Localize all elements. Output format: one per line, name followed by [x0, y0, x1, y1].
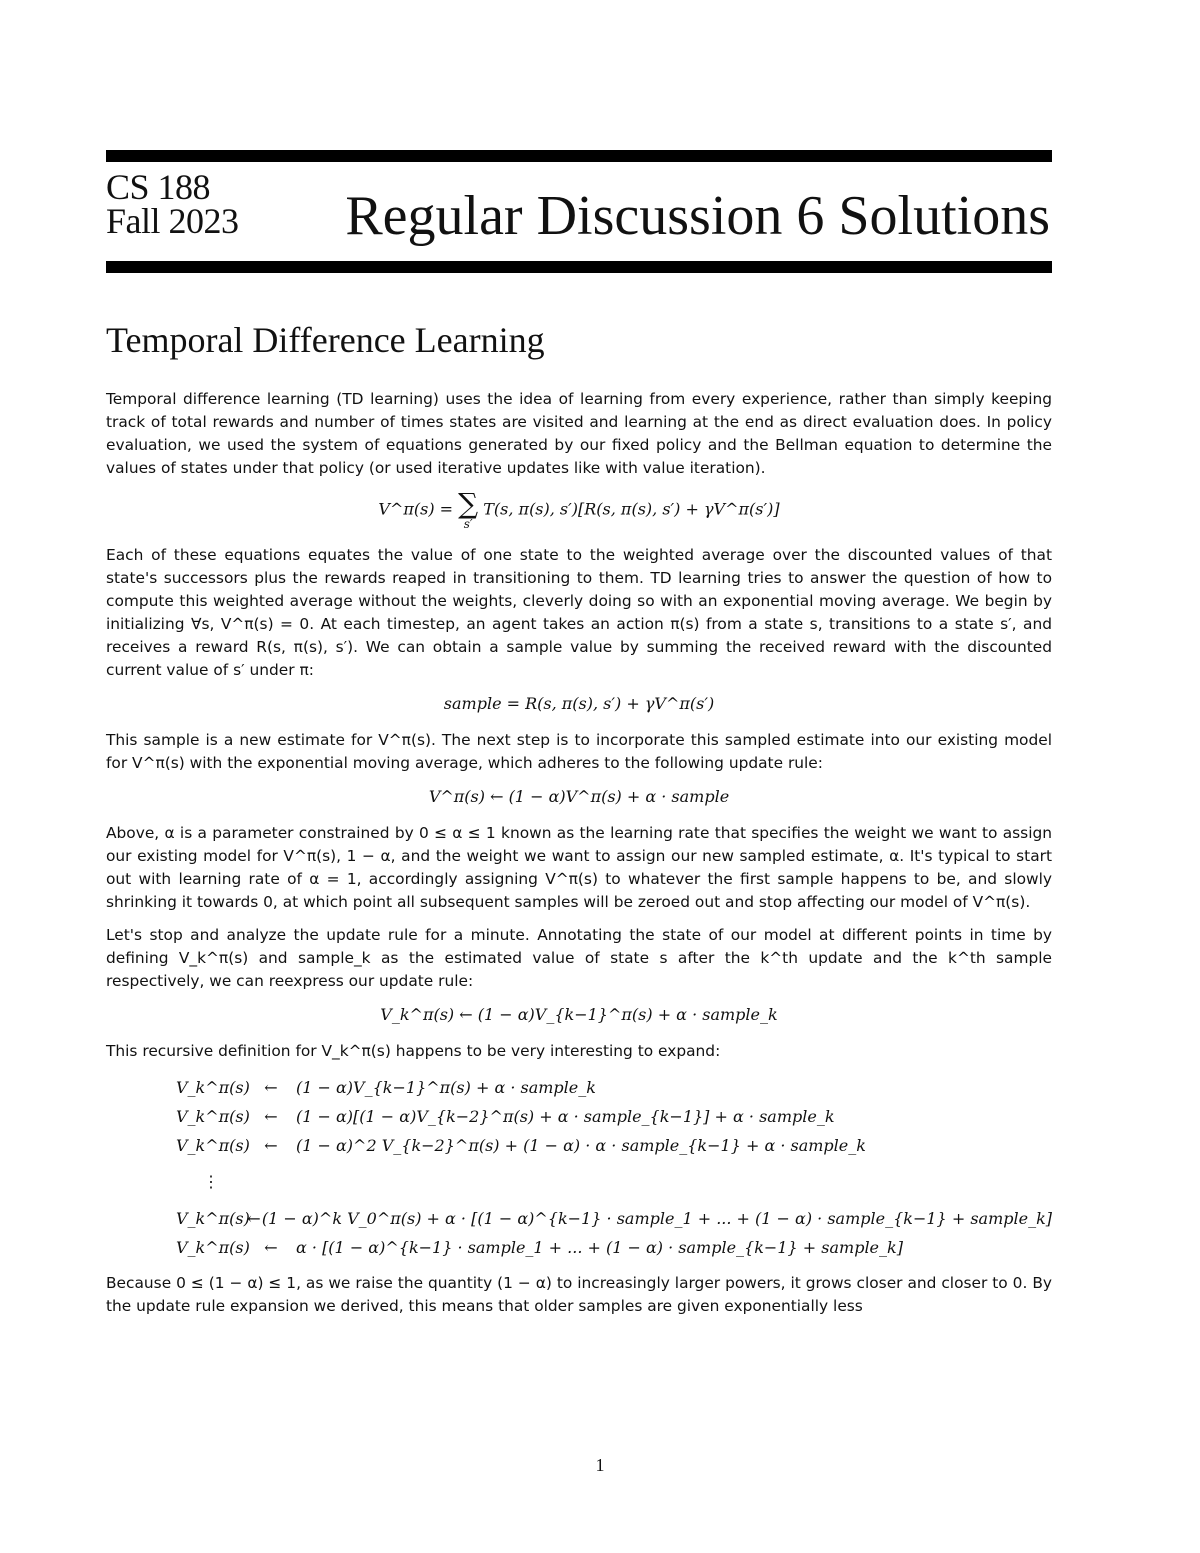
summation [458, 487, 479, 531]
expansion-lhs: V_k^π(s) [176, 1078, 250, 1097]
eq1-lhs: V^π(s) = [378, 499, 454, 519]
paragraph-intro: Temporal difference learning (TD learning) uses the idea of learning from every experience, rather than simply keeping track of total rewards and number of times states are visited and learning at the end as direct evaluation does. In policy evaluation, we used the system of equations generated by our fixed policy and the Bellman equation to determine the values of states under that policy (or used iterative updates like with value iteration). [106, 390, 1052, 477]
expansion-ellipsis-row [176, 1160, 1052, 1204]
expansion-rhs: α · [(1 − α)^{k−1} · sample_1 + ... + (1 − α) · sample_{k−1} + sample_k] [296, 1238, 903, 1257]
header-rule-bottom [106, 261, 1052, 273]
expansion-lhs: V_k^π(s) [176, 1209, 250, 1228]
sample-equation: sample = R(s, π(s), s′) + γV^π(s′) [443, 694, 715, 713]
document-title: Regular Discussion 6 Solutions [345, 185, 1050, 247]
assign-arrow: ← [247, 1209, 261, 1228]
expansion-row [176, 1204, 1052, 1233]
paragraph-sample: This sample is a new estimate for V^π(s). The next step is to incorporate this sampled estimate into our existing model for V^π(s) with the exponential moving average, which adheres to the following update rule: [106, 731, 1052, 772]
expansion-row [176, 1233, 1052, 1262]
expansion-lhs: V_k^π(s) [176, 1238, 250, 1257]
expansion-rhs: (1 − α)V_{k−1}^π(s) + α · sample_k [296, 1078, 596, 1097]
document-body [106, 388, 1052, 1328]
expansion-rhs: (1 − α)[(1 − α)V_{k−2}^π(s) + α · sample_{k−1}] + α · sample_k [296, 1107, 835, 1126]
bellman-equation [106, 487, 1052, 531]
summation-symbol: ∑ [458, 487, 479, 520]
course-code: CS 188 [106, 167, 211, 207]
expansion-row [176, 1131, 1052, 1160]
expansion-lhs: V_k^π(s) [176, 1136, 250, 1155]
assign-arrow: ← [264, 1078, 278, 1097]
paragraph-recursive: This recursive definition for V_k^π(s) happens to be very interesting to expand: [106, 1042, 721, 1060]
page-number: 1 [595, 1455, 605, 1475]
expansion-block [176, 1073, 1052, 1262]
update-rule-equation: V^π(s) ← (1 − α)V^π(s) + α · sample [428, 787, 730, 806]
header-rule-top [106, 150, 1052, 162]
eq1-rhs: T(s, π(s), s′)[R(s, π(s), s′) + γV^π(s′)] [483, 499, 780, 519]
section-title: Temporal Difference Learning [106, 320, 545, 360]
expansion-row [176, 1073, 1052, 1102]
assign-arrow: ← [264, 1136, 278, 1155]
paragraph-analysis: Let's stop and analyze the update rule for a minute. Annotating the state of our model at different points in time by defining V_k^π(s) and sample_k as the estimated value of state s after the k^th update and the k^th sample respectively, we can reexpress our update rule: [106, 926, 1052, 990]
course-term: Fall 2023 [106, 201, 239, 241]
paragraph-td-intro: Each of these equations equates the value of one state to the weighted average over the discounted values of that state's successors plus the rewards reaped in transitioning to them. TD learning tries to answer the question of how to compute this weighted average without the weights, cleverly doing so with an exponential moving average. We begin by initializing ∀s, V^π(s) = 0. At each timestep, an agent takes an action π(s) from a state s, transitions to a state s′, and receives a reward R(s, π(s), s′). We can obtain a sample value by summing the received reward with the discounted current value of s′ under π: [106, 546, 1052, 679]
vertical-ellipsis: ⋮ [203, 1172, 219, 1191]
assign-arrow: ← [264, 1238, 278, 1257]
indexed-update-rule: V_k^π(s) ← (1 − α)V_{k−1}^π(s) + α · sample_k [380, 1005, 778, 1024]
expansion-rhs: (1 − α)^k V_0^π(s) + α · [(1 − α)^{k−1} · sample_1 + ... + (1 − α) · sample_{k−1} + sample_k] [261, 1209, 1052, 1228]
expansion-row [176, 1102, 1052, 1131]
course-info [106, 167, 239, 241]
expansion-rhs: (1 − α)^2 V_{k−2}^π(s) + (1 − α) · α · sample_{k−1} + α · sample_k [296, 1136, 866, 1155]
paragraph-learning-rate: Above, α is a parameter constrained by 0 ≤ α ≤ 1 known as the learning rate that specifies the weight we want to assign our existing model for V^π(s), 1 − α, and the weight we want to assign our new sampled estimate, α. It's typical to start out with learning rate of α = 1, accordingly assigning V^π(s) to whatever the first sample happens to be, and slowly shrinking it towards 0, at which point all subsequent samples will be zeroed out and stop affecting our model of V^π(s). [106, 824, 1052, 911]
assign-arrow: ← [264, 1107, 278, 1126]
expansion-lhs: V_k^π(s) [176, 1107, 250, 1126]
paragraph-conclusion: Because 0 ≤ (1 − α) ≤ 1, as we raise the quantity (1 − α) to increasingly larger powers, it grows closer and closer to 0. By the update rule expansion we derived, this means that older samples are given exponentially less [106, 1274, 1052, 1315]
summation-index: s′ [463, 517, 473, 531]
